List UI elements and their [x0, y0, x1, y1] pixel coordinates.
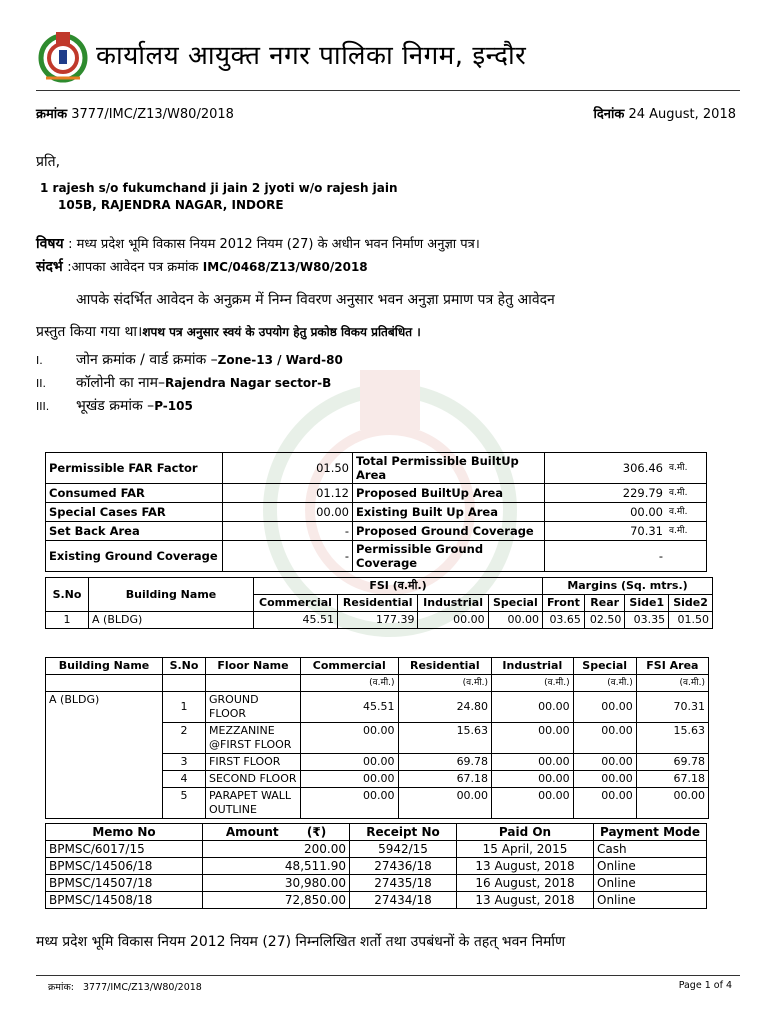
table-cell: 4 — [163, 771, 206, 788]
header-cell: Building Name — [89, 578, 254, 612]
table-cell: 13 August, 2018 — [457, 892, 594, 909]
list-item — [36, 396, 193, 415]
header-cell: Paid On — [457, 824, 594, 841]
table-cell: - — [545, 541, 667, 572]
recipient-address: 105B, RAJENDRA NAGAR, INDORE — [58, 198, 284, 212]
table-cell: 00.00 — [636, 788, 708, 819]
table-cell: 00.00 — [301, 771, 399, 788]
table-cell: Permissible Ground Coverage — [353, 541, 545, 572]
table-cell: 70.31 — [636, 692, 708, 723]
list-value: P-105 — [154, 399, 193, 413]
table-cell: 00.00 — [545, 503, 667, 522]
table-cell: SECOND FLOOR — [206, 771, 301, 788]
unit-cell: व.मी. — [666, 453, 707, 484]
letter-date — [593, 104, 736, 122]
far-table — [45, 452, 707, 572]
header-cell: Building Name — [46, 658, 163, 675]
floor-table — [45, 657, 709, 819]
page-title: कार्यालय आयुक्त नगर पालिका निगम, इन्दौर — [96, 41, 527, 71]
table-cell: 00.00 — [398, 788, 492, 819]
header-cell: Side2 — [669, 595, 713, 612]
payment-table — [45, 823, 707, 909]
page-number: Page 1 of 4 — [678, 980, 732, 991]
table-cell: BPMSC/14508/18 — [46, 892, 203, 909]
table-cell: 67.18 — [398, 771, 492, 788]
table-header-row — [46, 675, 709, 692]
body-para2-bold: शपथ पत्र अनुसार स्वयं के उपयोग हेतु प्रकोष्ठ विकय प्रतिबंधित । — [142, 325, 421, 339]
table-cell: 72,850.00 — [203, 892, 350, 909]
table-cell: 01.12 — [223, 484, 353, 503]
table-cell: 70.31 — [545, 522, 667, 541]
table-header-row — [46, 658, 709, 675]
header-rule — [36, 90, 740, 91]
footer-label: क्रमांक: — [48, 982, 74, 993]
list-item — [36, 373, 331, 392]
table-cell: Online — [594, 875, 707, 892]
subject-label: विषय — [36, 236, 64, 252]
table-cell: 00.00 — [573, 771, 636, 788]
table-cell: 00.00 — [301, 788, 399, 819]
header-cell: Receipt No — [350, 824, 457, 841]
table-cell: 27436/18 — [350, 858, 457, 875]
ref-value: 3777/IMC/Z13/W80/2018 — [71, 107, 234, 122]
table-cell: 00.00 — [492, 692, 574, 723]
table-cell: Existing Ground Coverage — [46, 541, 223, 572]
reference-number-value: IMC/0468/Z13/W80/2018 — [202, 260, 368, 274]
header-cell: Residential — [337, 595, 418, 612]
table-cell: 1 — [46, 612, 89, 629]
table-cell: PARAPET WALL OUTLINE — [206, 788, 301, 819]
table-cell: 5 — [163, 788, 206, 819]
table-cell: 00.00 — [492, 754, 574, 771]
table-cell: Proposed BuiltUp Area — [353, 484, 545, 503]
list-label: भूखंड क्रमांक – — [76, 398, 155, 414]
table-cell: 15.63 — [398, 723, 492, 754]
list-num: II. — [36, 377, 46, 390]
table-cell: - — [223, 522, 353, 541]
table-row — [46, 541, 707, 572]
table-cell: 45.51 — [254, 612, 338, 629]
table-cell: 00.00 — [492, 723, 574, 754]
table-cell: 00.00 — [301, 754, 399, 771]
header-cell: Industrial — [418, 595, 488, 612]
currency-symbol: (₹) — [306, 825, 327, 839]
footer-reference — [48, 980, 202, 993]
header-cell: Side1 — [625, 595, 669, 612]
table-cell: 200.00 — [203, 841, 350, 858]
table-cell: Total Permissible BuiltUp Area — [353, 453, 545, 484]
table-cell: 27435/18 — [350, 875, 457, 892]
table-header-row — [46, 824, 707, 841]
table-row — [46, 892, 707, 909]
table-cell: 00.00 — [573, 723, 636, 754]
table-cell: Special Cases FAR — [46, 503, 223, 522]
table-row — [46, 503, 707, 522]
unit-cell: (व.मी.) — [573, 675, 636, 692]
table-cell: Online — [594, 892, 707, 909]
unit-cell: व.मी. — [666, 503, 707, 522]
ref-label: क्रमांक — [36, 107, 68, 122]
table-cell: Proposed Ground Coverage — [353, 522, 545, 541]
table-cell: MEZZANINE @FIRST FLOOR — [206, 723, 301, 754]
reference-number — [36, 104, 234, 122]
subject-text: : मध्य प्रदेश भूमि विकास नियम 2012 नियम (27) के अधीन भवन निर्माण अनुज्ञा पत्र। — [68, 237, 480, 252]
unit-cell: (व.मी.) — [492, 675, 574, 692]
reference-line — [36, 257, 368, 276]
table-cell: Consumed FAR — [46, 484, 223, 503]
table-cell: BPMSC/6017/15 — [46, 841, 203, 858]
table-row — [46, 875, 707, 892]
table-cell: 2 — [163, 723, 206, 754]
unit-cell: (व.मी.) — [398, 675, 492, 692]
closing-text: मध्य प्रदेश भूमि विकास नियम 2012 नियम (27) निम्नलिखित शर्तो तथा उपबंधनों के तहत् भवन निर्माण — [36, 934, 566, 950]
table-cell: 00.00 — [418, 612, 488, 629]
reference-label: संदर्भ — [36, 259, 63, 275]
recipient-name: 1 rajesh s/o fukumchand ji jain 2 jyoti w/o rajesh jain — [40, 181, 398, 195]
table-header-row — [46, 578, 713, 595]
body-para2-text: प्रस्तुत किया गया था। — [36, 324, 143, 340]
unit-cell: व.मी. — [666, 484, 707, 503]
table-cell: 01.50 — [223, 453, 353, 484]
header-cell: FSI Area — [636, 658, 708, 675]
table-cell: 229.79 — [545, 484, 667, 503]
table-cell: 00.00 — [492, 771, 574, 788]
header-cell: S.No — [163, 658, 206, 675]
header-cell: Payment Mode — [594, 824, 707, 841]
footer-rule — [36, 975, 740, 976]
unit-cell — [666, 541, 707, 572]
table-cell: 00.00 — [573, 692, 636, 723]
unit-cell: व.मी. — [666, 522, 707, 541]
table-cell: Online — [594, 858, 707, 875]
unit-cell: (व.मी.) — [301, 675, 399, 692]
table-cell: 13 August, 2018 — [457, 858, 594, 875]
table-cell: 306.46 — [545, 453, 667, 484]
table-cell: 00.00 — [492, 788, 574, 819]
table-cell: Permissible FAR Factor — [46, 453, 223, 484]
amount-header: Amount — [225, 825, 279, 839]
date-value: 24 August, 2018 — [628, 107, 736, 122]
table-cell: 02.50 — [584, 612, 624, 629]
table-cell: BPMSC/14507/18 — [46, 875, 203, 892]
body-paragraph-1: आपके संदर्भित आवेदन के अनुक्रम में निम्न विवरण अनुसार भवन अनुज्ञा प्रमाण पत्र हेतु आवेदन — [76, 292, 555, 308]
table-row — [46, 484, 707, 503]
table-cell: A (BLDG) — [89, 612, 254, 629]
table-cell: 5942/15 — [350, 841, 457, 858]
header-cell: Margins (Sq. mtrs.) — [543, 578, 713, 595]
table-cell: 15 April, 2015 — [457, 841, 594, 858]
header-cell: Memo No — [46, 824, 203, 841]
list-value: Zone-13 / Ward-80 — [217, 353, 343, 367]
table-cell: GROUND FLOOR — [206, 692, 301, 723]
table-cell: 15.63 — [636, 723, 708, 754]
table-cell: 01.50 — [669, 612, 713, 629]
footer-ref: 3777/IMC/Z13/W80/2018 — [82, 982, 202, 993]
header-cell: Special — [488, 595, 542, 612]
list-num: III. — [36, 400, 50, 413]
table-row — [46, 692, 709, 723]
table-row — [46, 612, 713, 629]
body-paragraph-2 — [36, 322, 421, 341]
table-cell: 45.51 — [301, 692, 399, 723]
header-cell: S.No — [46, 578, 89, 612]
header-cell: Front — [543, 595, 585, 612]
salutation: प्रति, — [36, 154, 61, 170]
header-cell: Industrial — [492, 658, 574, 675]
table-cell: Cash — [594, 841, 707, 858]
fsi-margins-table — [45, 577, 713, 629]
reference-text: :आपका आवेदन पत्र क्रमांक — [67, 260, 199, 275]
table-cell: 00.00 — [223, 503, 353, 522]
table-cell: 69.78 — [398, 754, 492, 771]
table-cell: 16 August, 2018 — [457, 875, 594, 892]
table-cell: 69.78 — [636, 754, 708, 771]
list-label: जोन क्रमांक / वार्ड क्रमांक – — [76, 352, 218, 368]
table-cell: FIRST FLOOR — [206, 754, 301, 771]
date-label: दिनांक — [593, 107, 625, 122]
header-cell: Commercial — [301, 658, 399, 675]
table-cell: Set Back Area — [46, 522, 223, 541]
table-cell: 48,511.90 — [203, 858, 350, 875]
header-cell: Floor Name — [206, 658, 301, 675]
unit-cell: (व.मी.) — [636, 675, 708, 692]
table-row — [46, 858, 707, 875]
list-num: I. — [36, 354, 43, 367]
table-cell: 3 — [163, 754, 206, 771]
table-row — [46, 522, 707, 541]
table-cell: - — [223, 541, 353, 572]
table-cell: Existing Built Up Area — [353, 503, 545, 522]
table-cell: 00.00 — [488, 612, 542, 629]
table-cell: 27434/18 — [350, 892, 457, 909]
table-row — [46, 453, 707, 484]
table-cell: 00.00 — [573, 788, 636, 819]
list-item — [36, 350, 343, 369]
header-cell: Residential — [398, 658, 492, 675]
table-cell: 00.00 — [301, 723, 399, 754]
imc-logo — [36, 28, 90, 86]
table-cell: 03.35 — [625, 612, 669, 629]
table-cell: 24.80 — [398, 692, 492, 723]
table-cell: BPMSC/14506/18 — [46, 858, 203, 875]
table-row — [46, 841, 707, 858]
list-value: Rajendra Nagar sector-B — [164, 376, 332, 390]
header-cell: Commercial — [254, 595, 338, 612]
table-cell: 00.00 — [573, 754, 636, 771]
header-cell: Rear — [584, 595, 624, 612]
header-cell — [203, 824, 350, 841]
table-cell: 30,980.00 — [203, 875, 350, 892]
list-label: कॉलोनी का नाम– — [76, 375, 165, 391]
table-cell: 67.18 — [636, 771, 708, 788]
table-cell: 03.65 — [543, 612, 585, 629]
header-cell: Special — [573, 658, 636, 675]
header-cell: FSI (व.मी.) — [254, 578, 543, 595]
table-cell: 1 — [163, 692, 206, 723]
table-cell: A (BLDG) — [46, 692, 163, 819]
subject-line — [36, 234, 480, 253]
table-cell: 177.39 — [337, 612, 418, 629]
